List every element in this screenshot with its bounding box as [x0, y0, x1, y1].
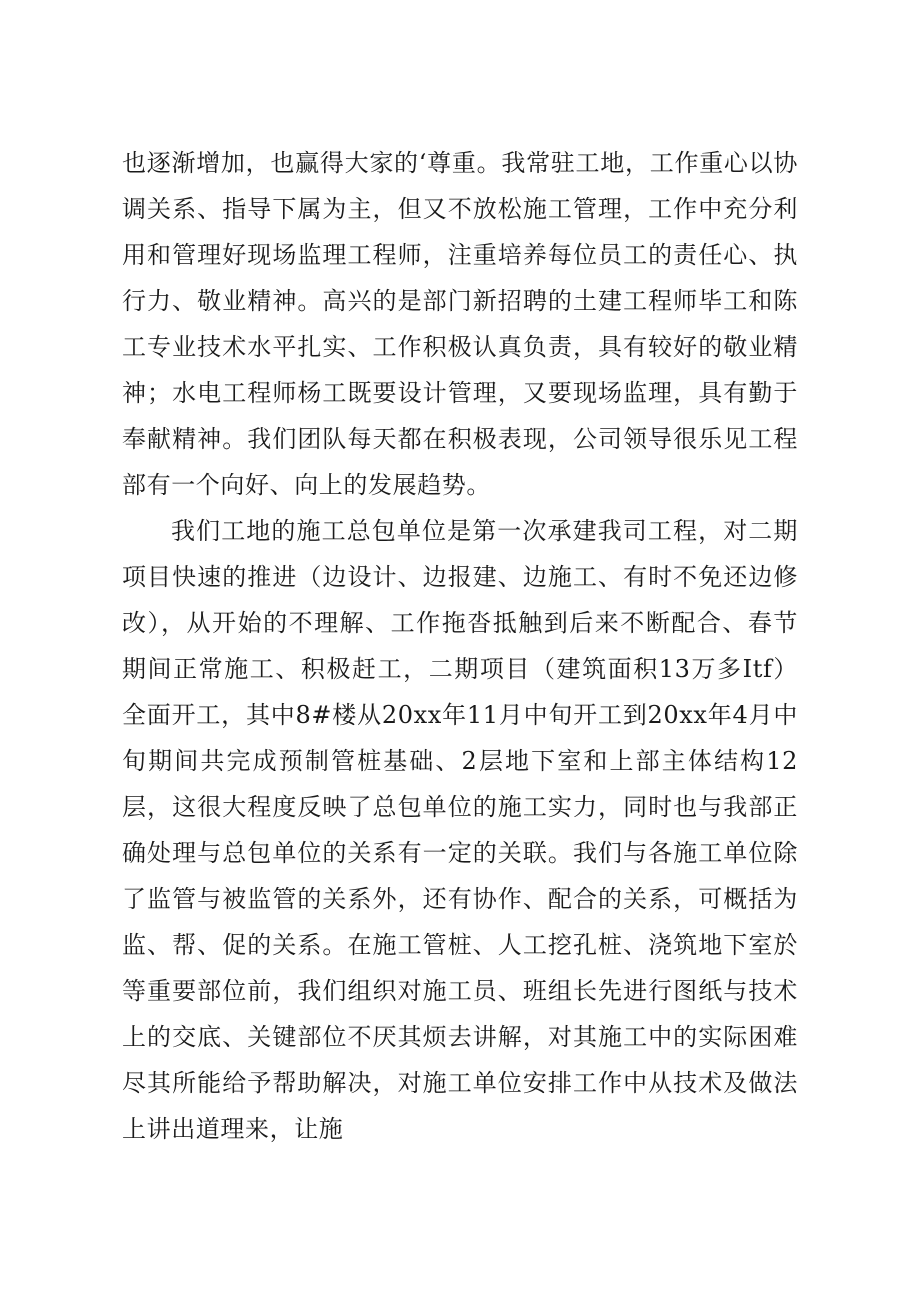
- document-body: [122, 140, 798, 1152]
- paragraph-2: 我们工地的施工总包单位是第一次承建我司工程，对二期项目快速的推进（边设计、边报建、边施工、有时不免还边修改），从开始的不理解、工作拖沓抵触到后来不断配合、春节期间正常施工、积极赶工，二期项目（建筑面积13万多Itf）全面开工，其中8#楼从20xx年11月中旬开工到20xx年4月中旬期间共完成预制管桩基础、2层地下室和上部主体结构12层，这很大程度反映了总包单位的施工实力，同时也与我部正确处理与总包单位的关系有一定的关联。我们与各施工单位除了监管与被监管的关系外，还有协作、配合的关系，可概括为监、帮、促的关系。在施工管桩、人工挖孔桩、浇筑地下室於等重要部位前，我们组织对施工员、班组长先进行图纸与技术上的交底、关键部位不厌其烦去讲解，对其施工中的实际困难尽其所能给予帮助解决，对施工单位安排工作中从技术及做法上讲出道理来，让施: [122, 517, 798, 1143]
- paragraph-1: 也逐渐增加，也赢得大家的‘尊重。我常驻工地，工作重心以协调关系、指导下属为主，但又不放松施工管理，工作中充分利用和管理好现场监理工程师，注重培养每位员工的责任心、执行力、敬业精神。高兴的是部门新招聘的土建工程师毕工和陈工专业技术水平扎实、工作积极认真负责，具有较好的敬业精神；水电工程师杨工既要设计管理，又要现场监理，具有勤于奉献精神。我们团队每天都在积极表现，公司领导很乐见工程部有一个向好、向上的发展趋势。: [122, 149, 798, 499]
